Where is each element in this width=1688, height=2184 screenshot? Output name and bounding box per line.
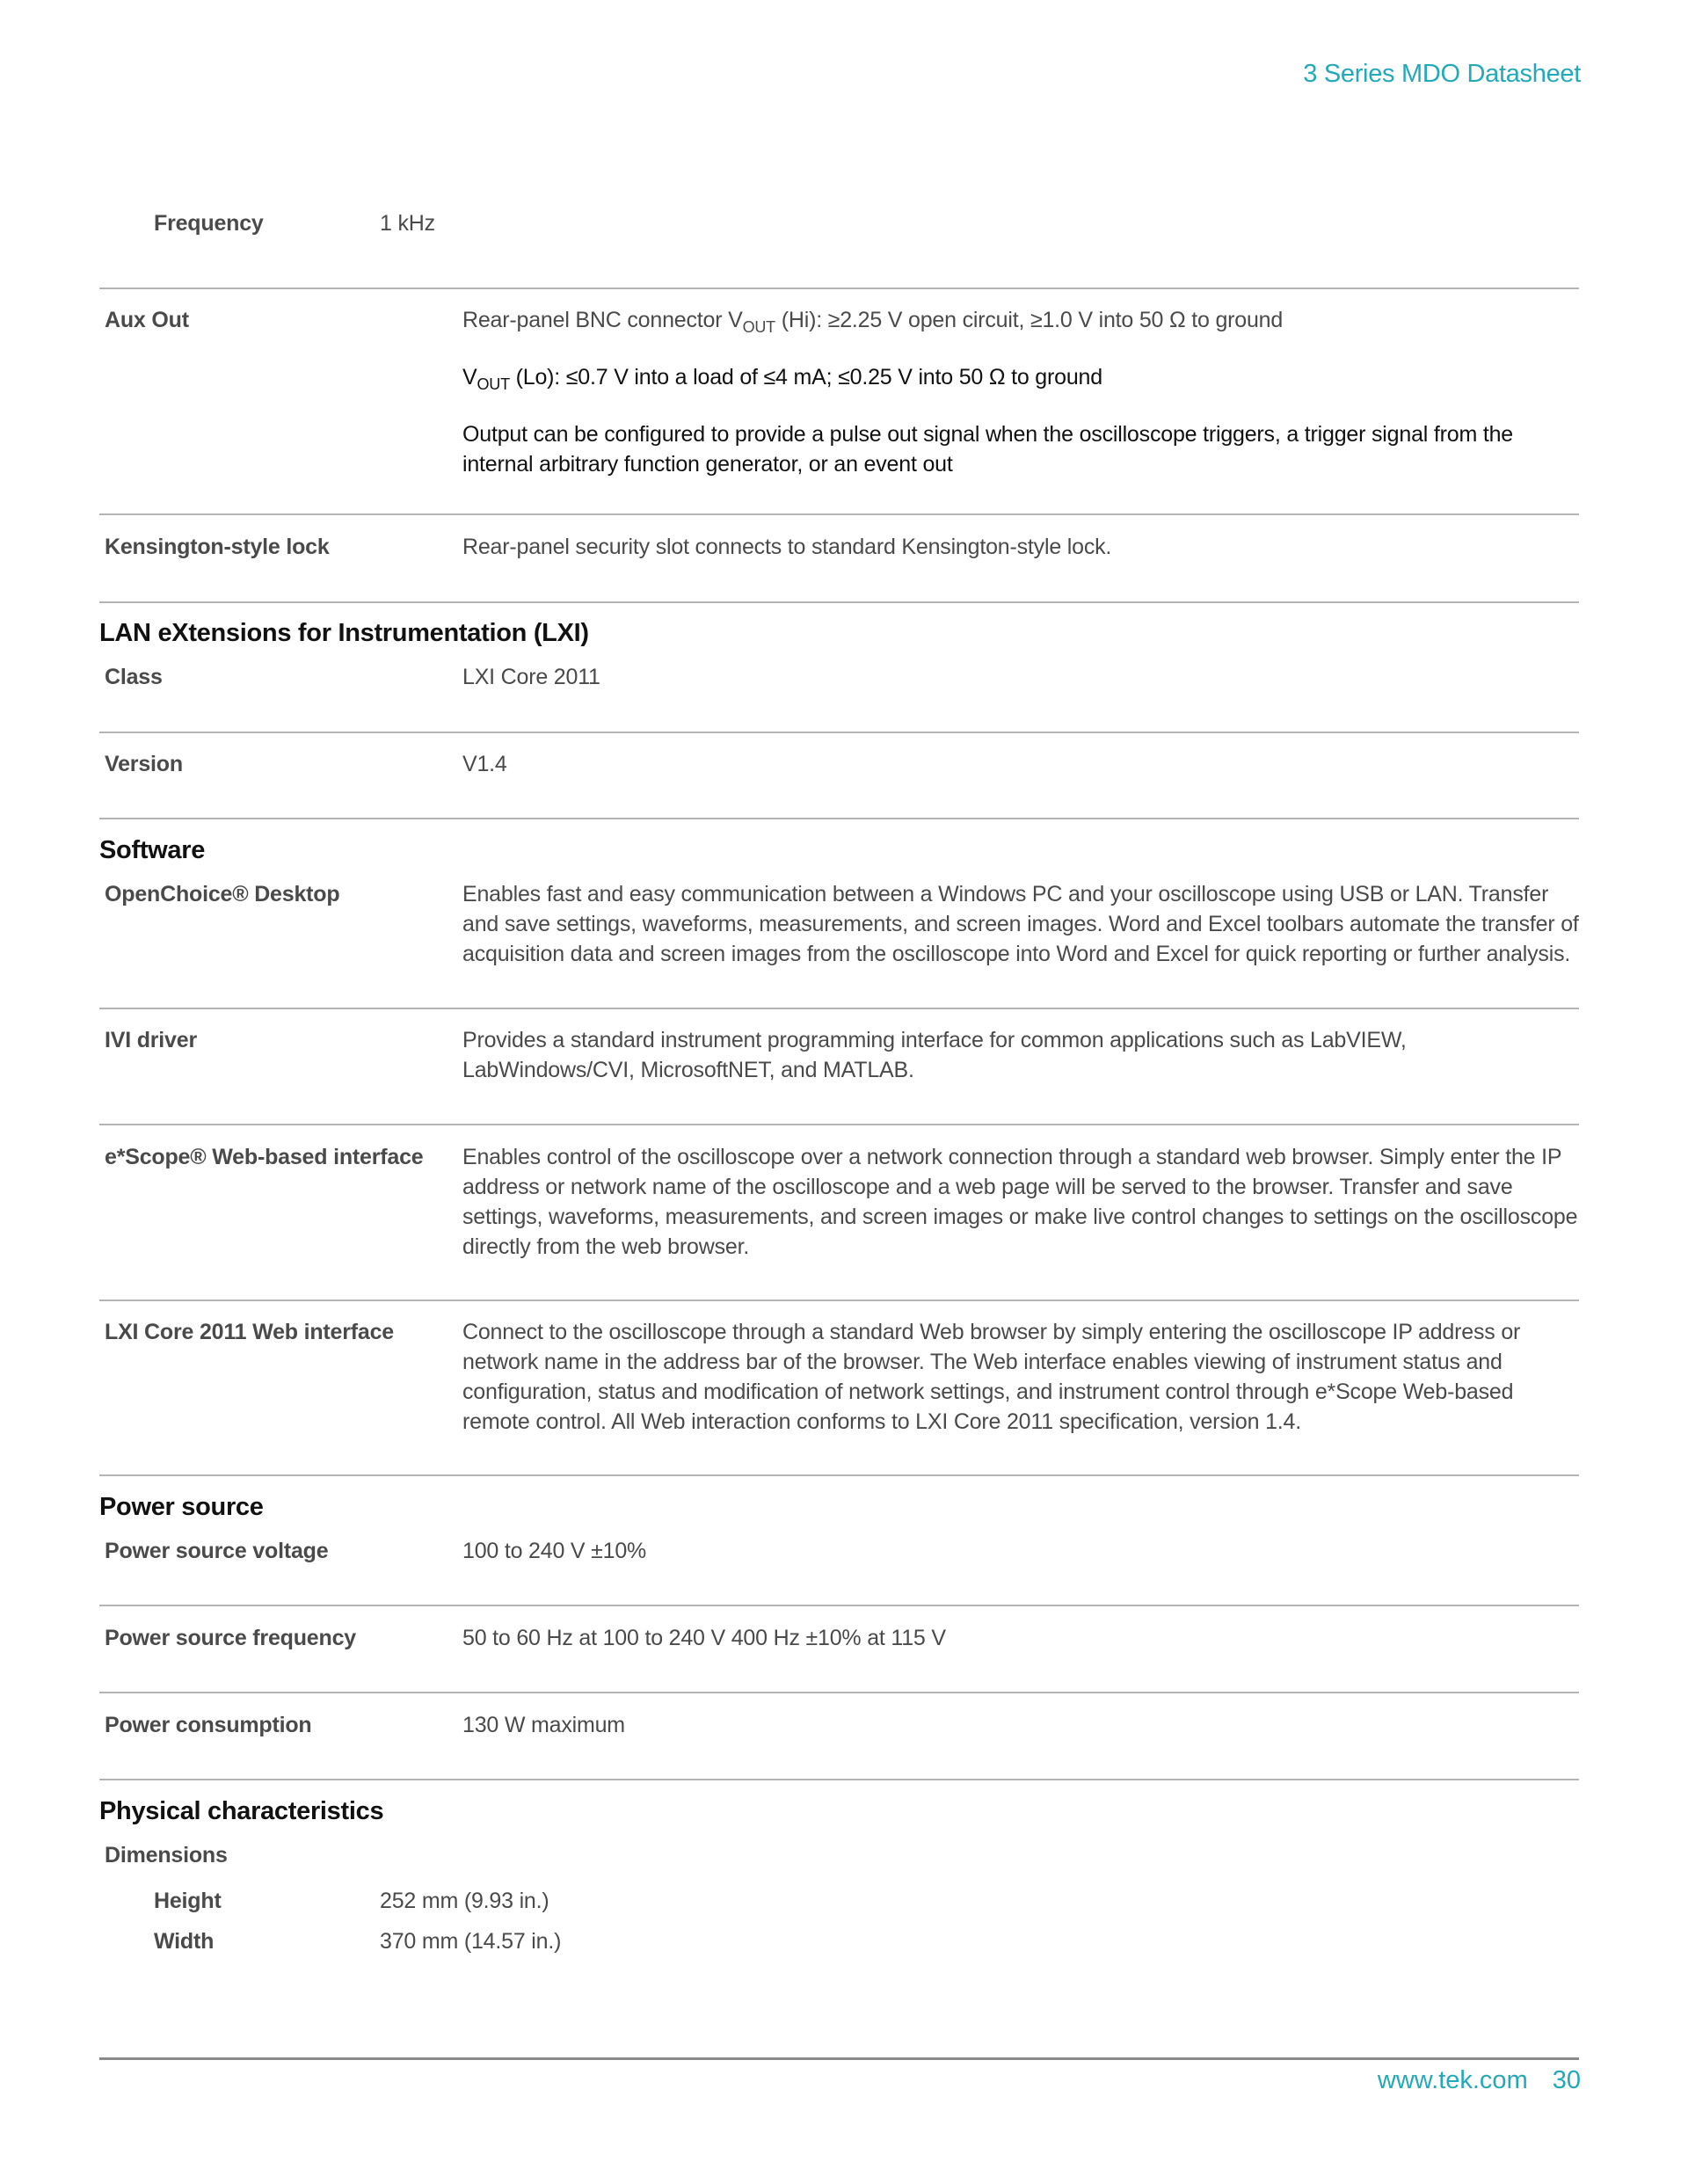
spec-label: OpenChoice® Desktop [105,882,340,906]
page-footer [1378,2066,1581,2095]
spec-value: Enables fast and easy communication between a Windows PC and your oscilloscope using USB or LAN. Transfer and save settings, waveforms, measurements, and screen images. Word and Excel toolbars automate the transfer of acquisition data and screen images from the oscilloscope into Word and Excel for quick reporting or further analysis. [462,882,1579,966]
divider [99,513,1579,515]
section-heading-physical: Physical characteristics [99,1797,384,1825]
footer-url-link[interactable]: www.tek.com [1377,2066,1528,2094]
subscript-out: OUT [742,318,775,336]
spec-label: Power source voltage [105,1539,329,1563]
spec-label: Kensington-style lock [105,535,330,559]
spec-value: V1.4 [462,752,507,776]
divider [99,732,1579,733]
spec-value: 100 to 240 V ±10% [462,1539,647,1563]
aux-out-line2-text: V [462,365,477,389]
spec-value: 370 mm (14.57 in.) [380,1929,562,1954]
spec-value: Enables control of the oscilloscope over a network connection through a standard web browser. Simply enter the IP address or network name of the oscilloscope and a web page will be served to the browser. Transfer and save settings, waveforms, measurements, and screen images or make live control changes to settings on the oscilloscope directly from the web browser. [462,1145,1578,1259]
spec-label: Height [154,1889,222,1913]
spec-label: Power consumption [105,1713,312,1737]
spec-label: Width [154,1929,215,1954]
document-title: 3 Series MDO Datasheet [1303,60,1581,88]
spec-value: LXI Core 2011 [462,665,600,689]
section-heading-power: Power source [99,1493,264,1521]
divider [99,1692,1579,1693]
divider [99,288,1579,289]
spec-label: Version [105,752,183,776]
spec-label: IVI driver [105,1028,197,1052]
spec-value: 130 W maximum [462,1713,625,1737]
spec-label: LXI Core 2011 Web interface [105,1320,394,1344]
spec-value: Rear-panel security slot connects to standard Kensington-style lock. [462,535,1112,559]
spec-value: Connect to the oscilloscope through a standard Web browser by simply entering the oscilloscope IP address or network name in the address bar of the browser. The Web interface enables viewing of instrument status and configuration, status and modification of network settings, and instrument control through e*Scope Web-based remote control. All Web interaction conforms to LXI Core 2011 specification, version 1.4. [462,1320,1521,1434]
spec-value [462,305,1579,499]
section-heading-lxi: LAN eXtensions for Instrumentation (LXI) [99,619,589,647]
spec-label: Aux Out [105,308,189,332]
spec-value: 252 mm (9.93 in.) [380,1889,549,1913]
divider [99,1605,1579,1606]
divider [99,1474,1579,1476]
spec-label: e*Scope® Web-based interface [105,1145,424,1169]
spec-value: 50 to 60 Hz at 100 to 240 V 400 Hz ±10% at 115 V [462,1626,946,1650]
aux-out-line2-rest: (Lo): ≤0.7 V into a load of ≤4 mA; ≤0.25 V into 50 Ω to ground [509,365,1102,389]
section-heading-software: Software [99,836,206,864]
spec-label: Power source frequency [105,1626,356,1650]
spec-value: 1 kHz [380,211,435,236]
divider [99,1124,1579,1125]
page-number: 30 [1552,2066,1581,2094]
footer-divider [99,2057,1579,2060]
divider [99,1299,1579,1301]
aux-out-line3: Output can be configured to provide a pulse out signal when the oscilloscope triggers, a trigger signal from the internal arbitrary function generator, or an event out [462,422,1513,477]
spec-label: Dimensions [105,1843,228,1867]
spec-value: Provides a standard instrument programming interface for common applications such as LabVIEW, LabWindows/CVI, MicrosoftNET, and MATLAB. [462,1028,1407,1082]
divider [99,1008,1579,1009]
spec-label: Class [105,665,163,689]
aux-out-line1-rest: (Hi): ≥2.25 V open circuit, ≥1.0 V into 50 Ω to ground [775,308,1284,332]
divider [99,818,1579,819]
divider [99,1779,1579,1780]
spec-label: Frequency [154,211,264,236]
subscript-out: OUT [477,375,510,393]
divider [99,601,1579,603]
aux-out-line1-text: Rear-panel BNC connector V [462,308,743,332]
